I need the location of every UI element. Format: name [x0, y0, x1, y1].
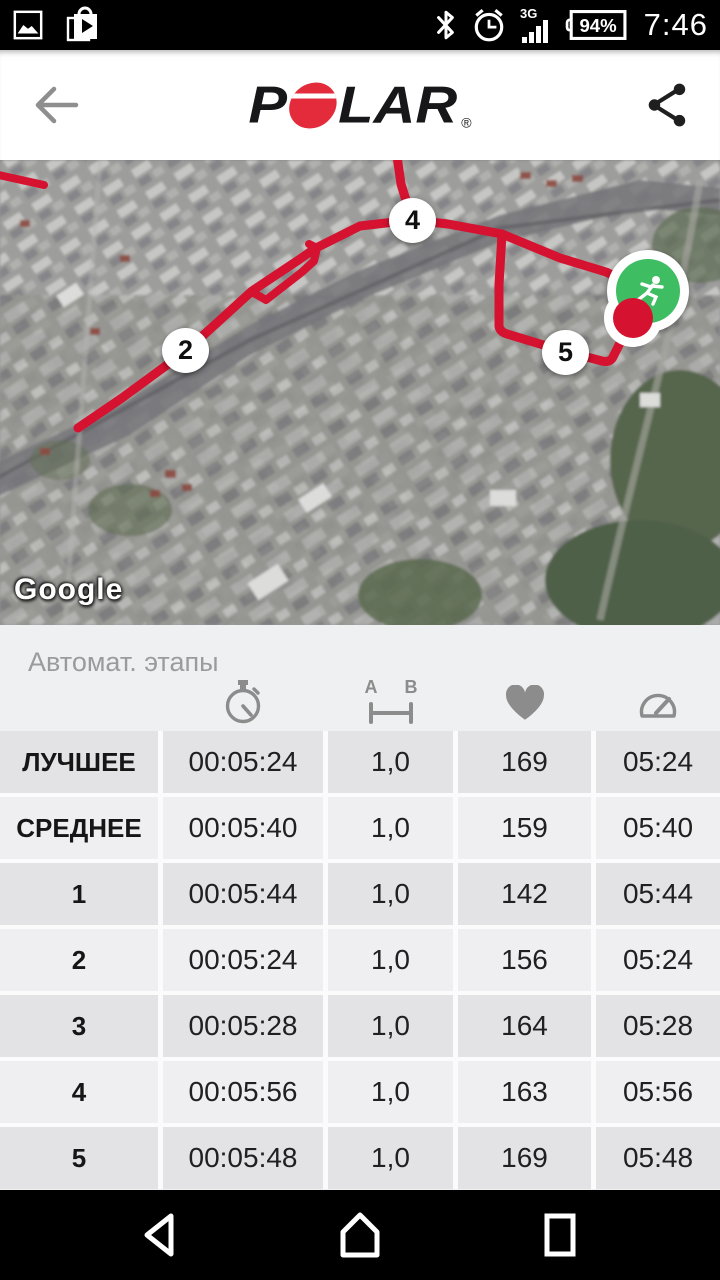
- lap-label: 5: [0, 1127, 158, 1189]
- battery-icon: [565, 9, 627, 41]
- signal-icon: [520, 6, 552, 44]
- lap-marker-label: 5: [557, 337, 574, 367]
- lap-pace: 05:28: [596, 995, 720, 1057]
- polar-logo-right: LAR: [338, 75, 458, 135]
- image-notification-icon: [12, 9, 44, 41]
- lap-heart-rate: 169: [458, 731, 591, 793]
- pace-column-header: [596, 684, 720, 724]
- nav-home-icon: [337, 1211, 383, 1259]
- lap-duration: 00:05:48: [163, 1127, 323, 1189]
- back-button[interactable]: [30, 83, 82, 127]
- lap-distance: 1,0: [328, 731, 453, 793]
- app-header: [0, 50, 720, 160]
- polar-logo-o: [286, 82, 339, 128]
- lap-marker-label: 2: [177, 335, 194, 365]
- lap-label: СРЕДНЕЕ: [0, 797, 158, 859]
- share-button[interactable]: [644, 81, 692, 129]
- laps-table: [0, 731, 720, 1189]
- table-row-lap-3: [0, 995, 720, 1057]
- table-row-lap-5: [0, 1127, 720, 1189]
- lap-label: 4: [0, 1061, 158, 1123]
- nav-recents-button[interactable]: [537, 1211, 583, 1259]
- laps-section: [0, 625, 720, 1190]
- android-nav-bar: [0, 1190, 720, 1280]
- playstore-update-icon: [64, 6, 100, 44]
- lap-pace: 05:48: [596, 1127, 720, 1189]
- lap-heart-rate: 169: [458, 1127, 591, 1189]
- registered-mark: ®: [461, 114, 472, 131]
- laps-title: Автомат. этапы: [28, 647, 219, 677]
- lap-pace: 05:24: [596, 731, 720, 793]
- lap-duration: 00:05:24: [163, 731, 323, 793]
- duration-column-header: [163, 679, 323, 729]
- end-marker: [613, 298, 653, 338]
- lap-label: 3: [0, 995, 158, 1057]
- distance-a-label: A: [364, 678, 377, 697]
- lap-pace: 05:40: [596, 797, 720, 859]
- nav-back-icon: [139, 1211, 181, 1259]
- clock-time: 7:46: [643, 7, 708, 42]
- lap-marker-5: [542, 330, 589, 375]
- lap-pace: 05:56: [596, 1061, 720, 1123]
- table-row-best: [0, 731, 720, 793]
- share-icon: [644, 81, 692, 129]
- lap-heart-rate: 159: [458, 797, 591, 859]
- satellite-imagery: [0, 160, 720, 625]
- status-bar-indicators: [434, 6, 708, 44]
- table-row-average: [0, 797, 720, 859]
- lap-distance: 1,0: [328, 995, 453, 1057]
- distance-icon: [362, 678, 420, 730]
- heart-icon: [504, 685, 546, 723]
- laps-column-headers: [0, 677, 720, 731]
- lap-heart-rate: 164: [458, 995, 591, 1057]
- nav-recents-icon: [540, 1211, 580, 1259]
- lap-distance: 1,0: [328, 929, 453, 991]
- lap-label: ЛУЧШЕЕ: [0, 731, 158, 793]
- lap-duration: 00:05:40: [163, 797, 323, 859]
- lap-pace: 05:44: [596, 863, 720, 925]
- lap-duration: 00:05:56: [163, 1061, 323, 1123]
- lap-distance: 1,0: [328, 1061, 453, 1123]
- polar-logo-o-slit: [290, 93, 338, 98]
- nav-back-button[interactable]: [137, 1211, 183, 1259]
- google-watermark: Google: [14, 573, 124, 606]
- lap-label: 1: [0, 863, 158, 925]
- lap-marker-4: [389, 198, 436, 243]
- lap-heart-rate: 163: [458, 1061, 591, 1123]
- table-row-lap-4: [0, 1061, 720, 1123]
- distance-b-label: B: [404, 678, 417, 697]
- lap-marker-2: [162, 328, 209, 373]
- lap-distance: 1,0: [328, 797, 453, 859]
- polar-logo-left: P: [248, 75, 288, 135]
- lap-marker-label: 4: [404, 205, 421, 235]
- lap-duration: 00:05:44: [163, 863, 323, 925]
- table-row-lap-1: [0, 863, 720, 925]
- table-row-lap-2: [0, 929, 720, 991]
- status-bar: [0, 0, 720, 50]
- lap-distance: 1,0: [328, 1127, 453, 1189]
- network-type-label: 3G: [519, 6, 537, 21]
- nav-home-button[interactable]: [337, 1211, 383, 1259]
- lap-heart-rate: 142: [458, 863, 591, 925]
- distance-column-header: [328, 678, 453, 730]
- status-bar-notifications: [12, 6, 100, 44]
- lap-label: 2: [0, 929, 158, 991]
- back-arrow-icon: [30, 83, 82, 127]
- lap-distance: 1,0: [328, 863, 453, 925]
- bluetooth-icon: [434, 8, 458, 42]
- pace-icon: [635, 684, 681, 724]
- lap-duration: 00:05:28: [163, 995, 323, 1057]
- route-map[interactable]: [0, 160, 720, 625]
- lap-duration: 00:05:24: [163, 929, 323, 991]
- stopwatch-icon: [220, 679, 266, 729]
- heart-rate-column-header: [458, 685, 591, 723]
- alarm-icon: [471, 7, 507, 43]
- battery-percent: 94%: [579, 15, 617, 37]
- polar-logo: [248, 72, 471, 139]
- lap-pace: 05:24: [596, 929, 720, 991]
- lap-heart-rate: 156: [458, 929, 591, 991]
